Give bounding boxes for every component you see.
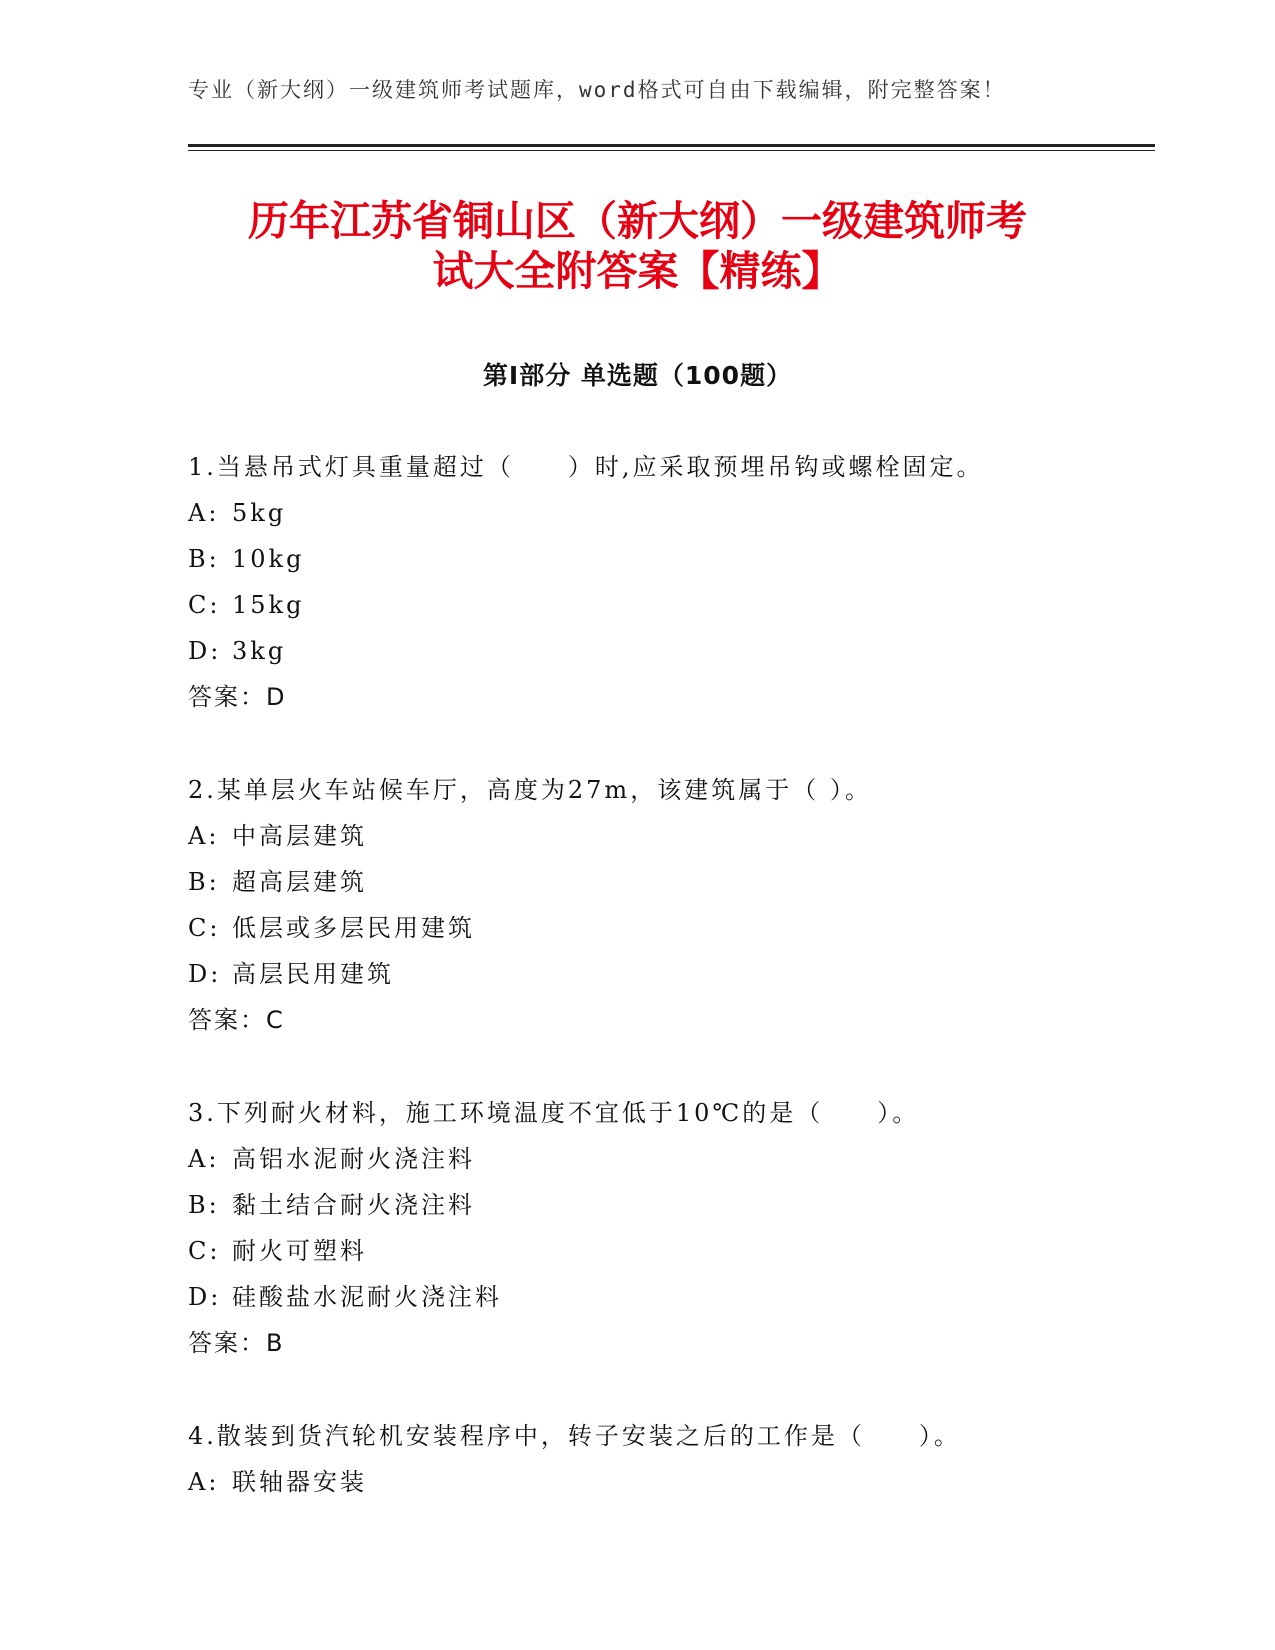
question-1 xyxy=(188,444,1128,720)
option-a xyxy=(188,1136,1128,1182)
header-rule-thick xyxy=(188,144,1155,147)
option-text: 高层民用建筑 xyxy=(232,960,394,988)
option-key: C: xyxy=(188,914,221,942)
title-line-1: 历年江苏省铜山区（新大纲）一级建筑师考 xyxy=(248,197,1027,245)
option-key: D: xyxy=(188,1283,222,1311)
option-key: D: xyxy=(188,960,222,988)
option-key: A: xyxy=(188,499,220,527)
option-text: 高铝水泥耐火浇注料 xyxy=(232,1145,475,1173)
answer: 答案：C xyxy=(188,1006,285,1034)
option-text: 超高层建筑 xyxy=(232,868,367,896)
option-text: 中高层建筑 xyxy=(232,822,367,850)
option-d xyxy=(188,951,1128,997)
question-4 xyxy=(188,1413,1128,1505)
question-list xyxy=(188,444,1128,1552)
option-key: A: xyxy=(188,1468,220,1496)
question-stem: 1.当悬吊式灯具重量超过（ ）时,应采取预埋吊钩或螺栓固定。 xyxy=(188,453,984,481)
option-c xyxy=(188,905,1128,951)
option-key: C: xyxy=(188,1237,221,1265)
header-note: 专业（新大纲）一级建筑师考试题库，word格式可自由下载编辑，附完整答案！ xyxy=(188,78,1006,102)
question-3 xyxy=(188,1090,1128,1366)
option-a xyxy=(188,813,1128,859)
option-d xyxy=(188,1274,1128,1320)
option-key: D: xyxy=(188,637,222,665)
option-key: B: xyxy=(188,1191,220,1219)
question-stem: 4.散装到货汽轮机安装程序中，转子安装之后的工作是（ ）。 xyxy=(188,1422,961,1450)
section-heading: 第Ⅰ部分 单选题（100题） xyxy=(482,361,793,390)
option-text: 5kg xyxy=(232,499,287,527)
option-b xyxy=(188,859,1128,905)
option-c xyxy=(188,582,1128,628)
option-b xyxy=(188,536,1128,582)
question-2 xyxy=(188,767,1128,1043)
option-text: 耐火可塑料 xyxy=(232,1237,367,1265)
option-text: 3kg xyxy=(232,637,287,665)
option-d xyxy=(188,628,1128,674)
option-a xyxy=(188,490,1128,536)
option-key: C: xyxy=(188,591,221,619)
option-text: 15kg xyxy=(232,591,305,619)
option-a xyxy=(188,1459,1128,1505)
option-text: 低层或多层民用建筑 xyxy=(232,914,475,942)
answer: 答案：D xyxy=(188,683,287,711)
option-key: B: xyxy=(188,868,220,896)
option-text: 黏土结合耐火浇注料 xyxy=(232,1191,475,1219)
option-key: B: xyxy=(188,545,220,573)
question-stem: 2.某单层火车站候车厅，高度为27m，该建筑属于（ ）。 xyxy=(188,776,872,804)
option-text: 联轴器安装 xyxy=(232,1468,367,1496)
title-line-2: 试大全附答案【精练】 xyxy=(432,247,843,295)
option-text: 硅酸盐水泥耐火浇注料 xyxy=(232,1283,502,1311)
header-rule-thin xyxy=(188,150,1155,151)
option-key: A: xyxy=(188,1145,220,1173)
answer: 答案：B xyxy=(188,1329,285,1357)
option-text: 10kg xyxy=(232,545,305,573)
question-stem: 3.下列耐火材料，施工环境温度不宜低于10℃的是（ ）。 xyxy=(188,1099,920,1127)
option-b xyxy=(188,1182,1128,1228)
document-title xyxy=(150,196,1125,296)
option-c xyxy=(188,1228,1128,1274)
option-key: A: xyxy=(188,822,220,850)
